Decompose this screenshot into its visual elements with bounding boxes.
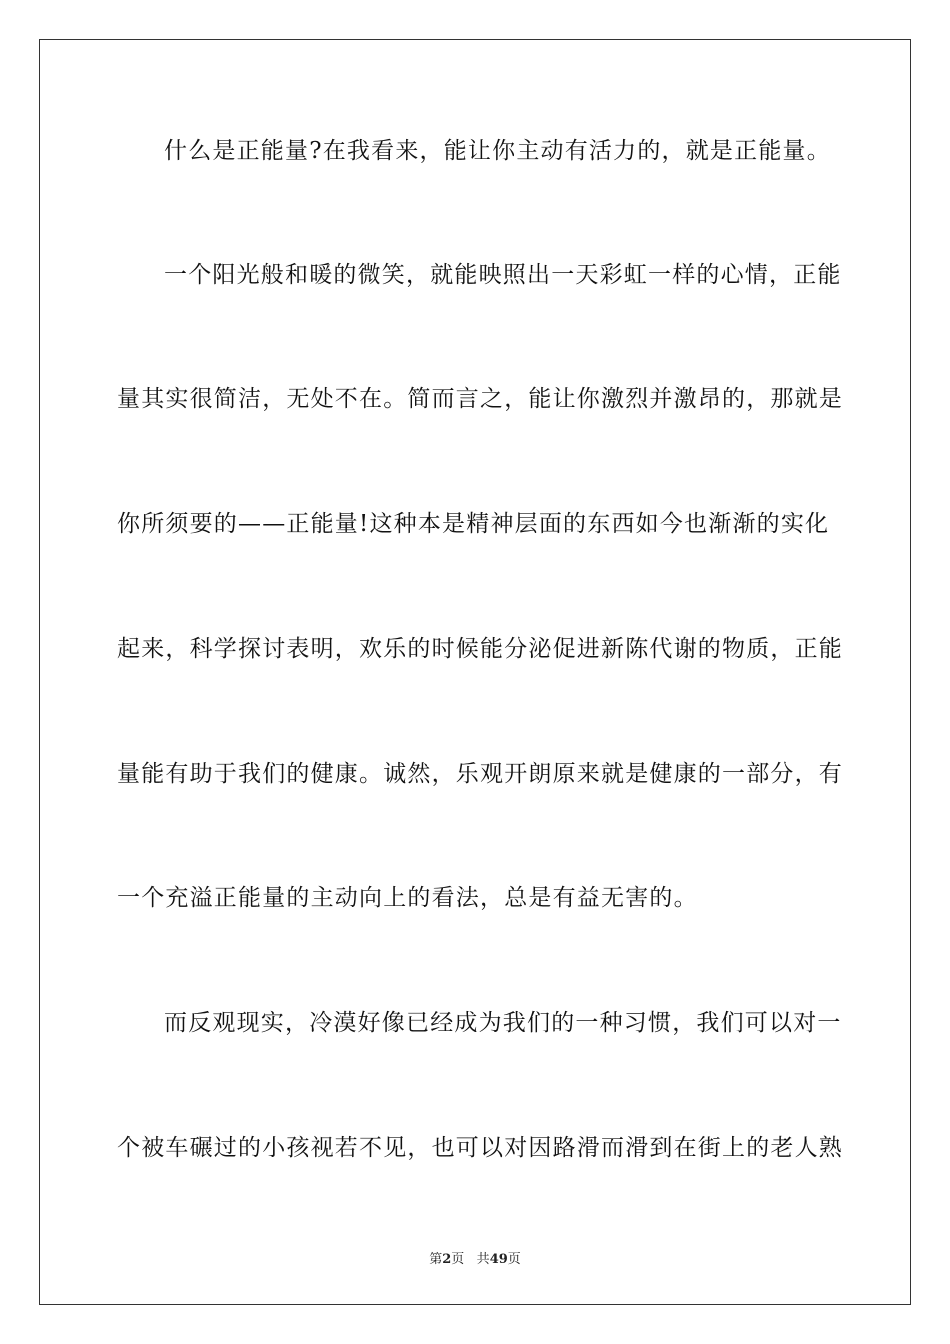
- paragraph-2-line-3: 你所须要的——正能量!这种本是精神层面的东西如今也渐渐的实化: [117, 511, 830, 537]
- total-suffix: 页: [507, 1252, 521, 1267]
- page-number: 2: [442, 1252, 452, 1267]
- page-prefix: 第: [429, 1252, 443, 1267]
- page-suffix: 页: [451, 1252, 465, 1267]
- page-border: [39, 39, 911, 1305]
- paragraph-2-line-4: 起来，科学探讨表明，欢乐的时候能分泌促进新陈代谢的物质，正能: [117, 636, 843, 662]
- paragraph-3-line-1: 而反观现实，冷漠好像已经成为我们的一种习惯，我们可以对一: [164, 1010, 842, 1036]
- total-pages: 49: [489, 1252, 508, 1267]
- paragraph-1-line-1: 什么是正能量?在我看来，能让你主动有活力的，就是正能量。: [164, 138, 831, 164]
- paragraph-3-line-2: 个被车碾过的小孩视若不见，也可以对因路滑而滑到在街上的老人熟: [117, 1135, 843, 1161]
- paragraph-2-line-5: 量能有助于我们的健康。诚然，乐观开朗原来就是健康的一部分，有: [117, 761, 843, 787]
- paragraph-2-line-1: 一个阳光般和暖的微笑，就能映照出一天彩虹一样的心情，正能: [164, 262, 842, 288]
- paragraph-2-line-6: 一个充溢正能量的主动向上的看法，总是有益无害的。: [117, 885, 698, 911]
- paragraph-2-line-2: 量其实很简洁，无处不在。简而言之，能让你激烈并激昂的，那就是: [117, 386, 843, 412]
- total-prefix: 共: [476, 1252, 490, 1267]
- page-footer: [0, 1248, 950, 1267]
